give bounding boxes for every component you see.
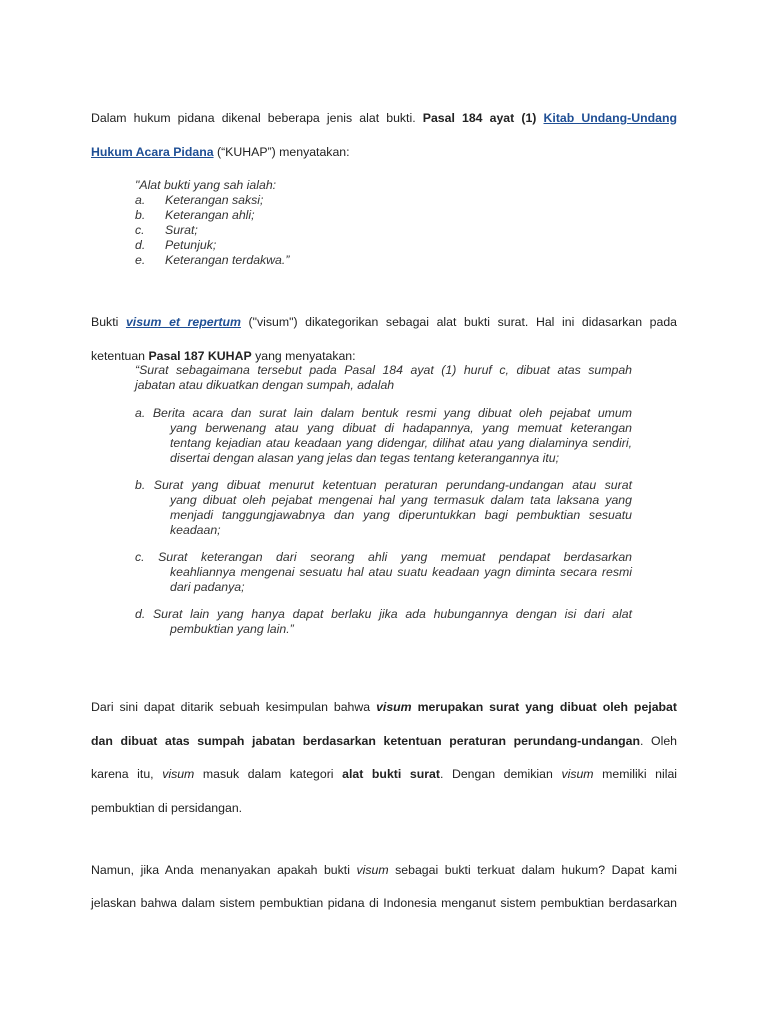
quote-187-item-a bbox=[135, 406, 632, 466]
list-text: Petunjuk; bbox=[165, 238, 217, 252]
quote-pasal-184 bbox=[135, 178, 289, 268]
kuhap-link-part-1[interactable]: Kitab Undang-Undang bbox=[543, 111, 677, 125]
pasal-184-bold: Pasal 184 ayat (1) bbox=[422, 111, 537, 125]
final-text: Namun, jika Anda menanyakan apakah bukti bbox=[91, 863, 350, 877]
visum-text-3: ketentuan bbox=[91, 349, 146, 363]
list-item bbox=[135, 193, 289, 208]
conclusion-line-3 bbox=[91, 767, 677, 781]
pasal-187-bold: Pasal 187 KUHAP bbox=[148, 349, 252, 363]
conclusion-text-2: . Oleh bbox=[639, 734, 677, 748]
conclusion-line-2 bbox=[91, 734, 677, 748]
quote-line: b. Surat yang dibuat menurut ketentuan peraturan perundang-undangan atau surat bbox=[135, 478, 632, 492]
list-item bbox=[135, 208, 289, 223]
list-item bbox=[135, 223, 289, 238]
conclusion-text: Dari sini dapat ditarik sebuah kesimpulan bahwa bbox=[91, 700, 371, 714]
quote-line: menjadi tanggungjawabnya dan yang diperuntukkan bagi pembuktian sesuatu bbox=[170, 508, 632, 522]
final-text-3: jelaskan bahwa dalam sistem pembuktian pidana di Indonesia menganut sistem pembuktian berdasarkan bbox=[91, 896, 677, 910]
final-line-1 bbox=[91, 863, 677, 877]
quote-187-item-c bbox=[135, 550, 632, 595]
final-line-2 bbox=[91, 896, 677, 910]
list-text: Keterangan terdakwa.” bbox=[165, 253, 290, 267]
visum-text-4: yang menyatakan: bbox=[255, 349, 356, 363]
quote-line: keahliannya mengenai sesuatu hal atau suatu keadaan yagn diminta secara resmi bbox=[170, 565, 632, 579]
list-letter: c. bbox=[135, 223, 145, 237]
list-text: Keterangan saksi; bbox=[165, 193, 264, 207]
list-letter: a. bbox=[135, 193, 146, 207]
visum-line-2 bbox=[91, 349, 356, 363]
quote-line: tentang kejadian atau keadaan yang didengar, dilihat atau yang dialaminya sendiri, bbox=[170, 436, 632, 450]
quote-line: yang berwenang atau yang dibuat di hadapannya, yang memuat keterangan bbox=[170, 421, 632, 435]
quote-line: d. Surat lain yang hanya dapat berlaku jika ada hubungannya dengan isi dari alat bbox=[135, 607, 632, 621]
quote-line: dari padanya; bbox=[170, 580, 245, 594]
list-letter: d. bbox=[135, 238, 146, 252]
conclusion-bold-2: dan dibuat atas sumpah jabatan berdasarkan ketentuan peraturan perundang-undangan bbox=[91, 734, 640, 748]
list-text: Keterangan ahli; bbox=[165, 208, 255, 222]
visum-italic-3: visum bbox=[356, 863, 389, 877]
conclusion-text-6: memiliki nilai bbox=[602, 767, 678, 781]
quote-line: jabatan atau dikuatkan dengan sumpah, adalah bbox=[135, 378, 395, 392]
visum-italic-2: visum bbox=[561, 767, 594, 781]
visum-text-2: ("visum") dikategorikan sebagai alat bukti surat. Hal ini didasarkan pada bbox=[248, 315, 678, 329]
list-letter: e. bbox=[135, 253, 146, 267]
quote-line: c. Surat keterangan dari seorang ahli yang memuat pendapat berdasarkan bbox=[135, 550, 632, 564]
quote-line: “Surat sebagaimana tersebut pada Pasal 184 ayat (1) huruf c, dibuat atas sumpah bbox=[135, 363, 632, 377]
conclusion-text-5: . Dengan demikian bbox=[439, 767, 553, 781]
intro-text: Dalam hukum pidana dikenal beberapa jenis alat bukti. bbox=[91, 111, 416, 125]
visum-et-repertum-link[interactable]: visum et repertum bbox=[125, 315, 241, 329]
intro-line-1 bbox=[91, 111, 677, 125]
list-item bbox=[135, 253, 289, 268]
list-item bbox=[135, 238, 289, 253]
visum-bold-italic: visum bbox=[376, 700, 412, 714]
conclusion-line-4 bbox=[91, 801, 242, 815]
visum-text: Bukti bbox=[91, 315, 119, 329]
conclusion-line-1 bbox=[91, 700, 677, 714]
quote-heading: "Alat bukti yang sah ialah: bbox=[135, 178, 277, 192]
visum-italic: visum bbox=[162, 767, 195, 781]
kuhap-link-part-2[interactable]: Hukum Acara Pidana bbox=[91, 145, 214, 159]
visum-line-1 bbox=[91, 315, 677, 329]
conclusion-text-4: masuk dalam kategori bbox=[202, 767, 334, 781]
quote-line: keadaan; bbox=[170, 523, 221, 537]
quote-line: yang dibuat oleh pejabat mengenai hal yang termasuk dalam tata laksana yang bbox=[170, 493, 632, 507]
quote-187-item-d bbox=[135, 607, 632, 637]
quote-line: disertai dengan alasan yang jelas dan tegas tentang keterangannya itu; bbox=[170, 451, 560, 465]
intro-text-2: (“KUHAP”) menyatakan: bbox=[216, 145, 350, 159]
conclusion-text-3: karena itu, bbox=[91, 767, 154, 781]
list-letter: b. bbox=[135, 208, 146, 222]
conclusion-bold: merupakan surat yang dibuat oleh pejabat bbox=[417, 700, 677, 714]
conclusion-text-7: pembuktian di persidangan. bbox=[91, 801, 243, 815]
list-text: Surat; bbox=[165, 223, 198, 237]
quote-line: a. Berita acara dan surat lain dalam bentuk resmi yang dibuat oleh pejabat umum bbox=[135, 406, 632, 420]
alat-bukti-surat-bold: alat bukti surat bbox=[342, 767, 440, 781]
quote-187-intro bbox=[135, 363, 632, 393]
quote-187-item-b bbox=[135, 478, 632, 538]
quote-line: pembuktian yang lain.” bbox=[170, 622, 294, 636]
final-text-2: sebagai bukti terkuat dalam hukum? Dapat kami bbox=[395, 863, 677, 877]
intro-line-2 bbox=[91, 145, 350, 159]
